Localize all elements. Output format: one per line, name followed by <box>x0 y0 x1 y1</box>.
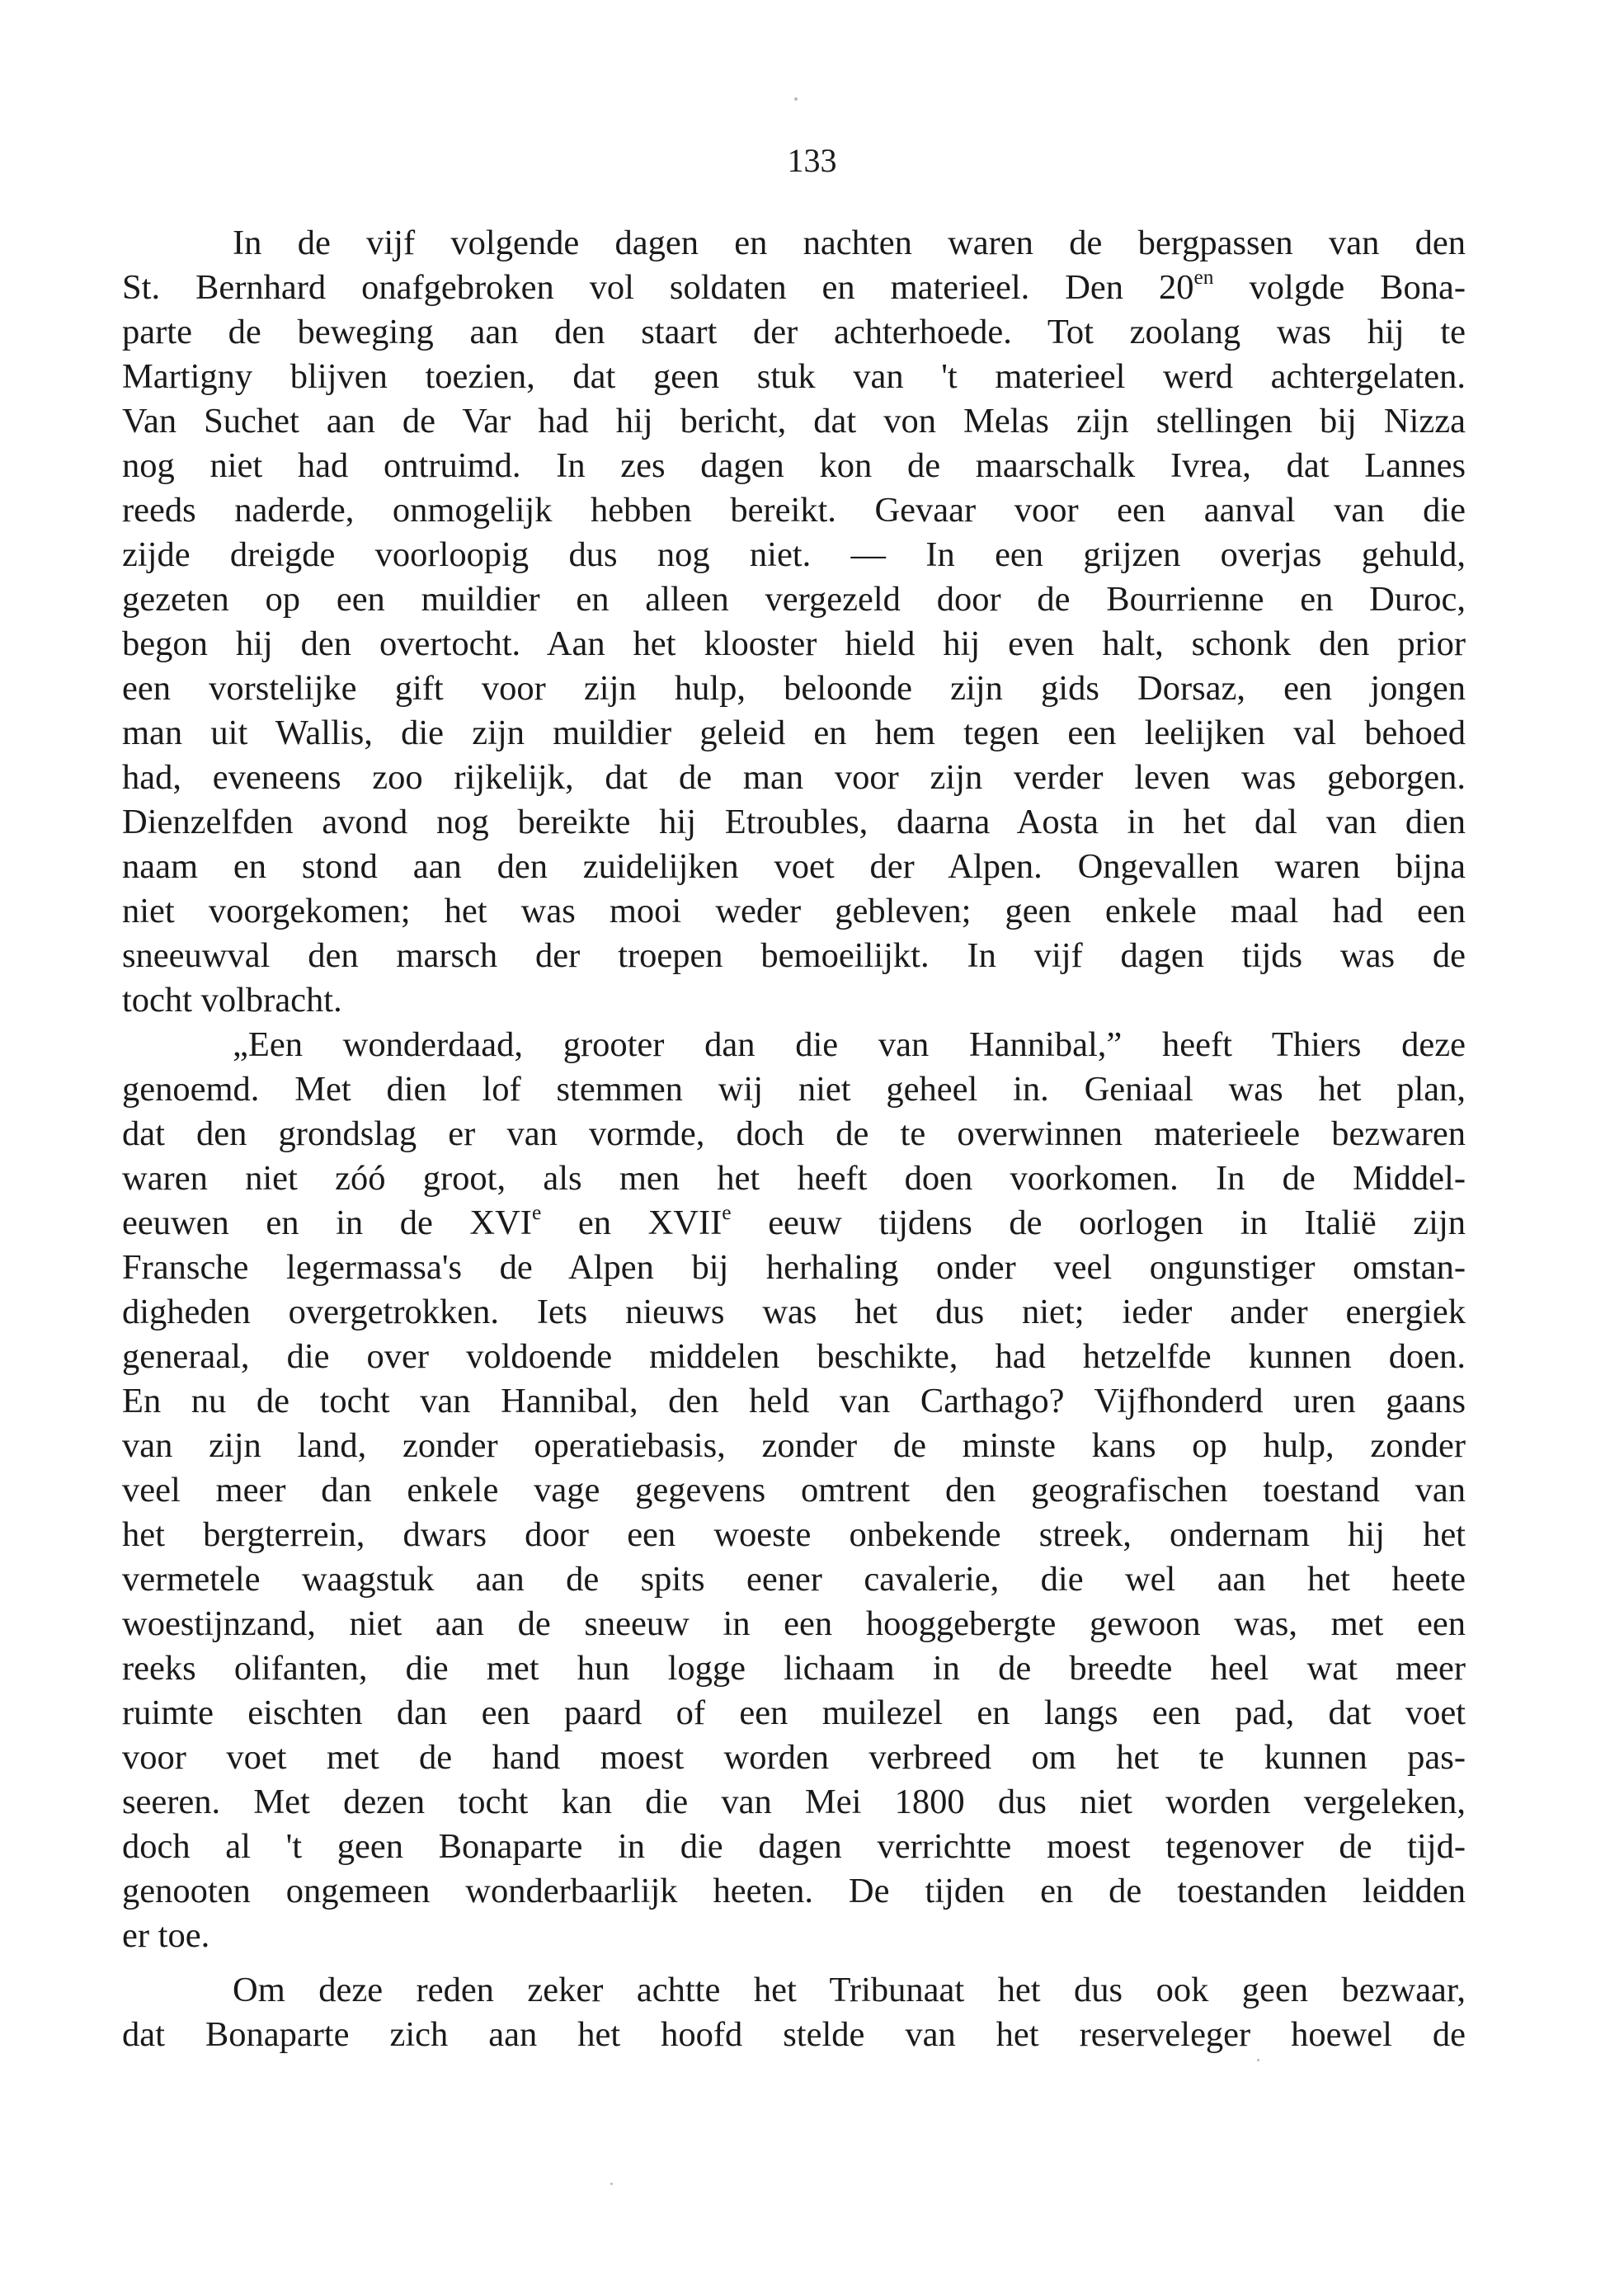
text-line: „Een wonderdaad, grooter dan die van Hannibal,” heeft Thiers deze <box>233 1025 1466 1064</box>
text-line: niet voorgekomen; het was mooi weder gebleven; geen enkele maal had een <box>122 892 1466 930</box>
text-line: tocht volbracht. <box>122 981 342 1020</box>
paragraph-3 <box>122 1968 1466 2057</box>
text-line: reeds naderde, onmogelijk hebben bereikt. Gevaar voor een aanval van die <box>122 491 1466 530</box>
superscript: e <box>722 1201 732 1225</box>
superscript: e <box>531 1201 542 1225</box>
text-line: sneeuwval den marsch der troepen bemoeilijkt. In vijf dagen tijds was de <box>122 936 1466 975</box>
text-line: Dienzelfden avond nog bereikte hij Etroubles, daarna Aosta in het dal van dien <box>122 803 1466 841</box>
text-fragment: volgde Bona- <box>1213 268 1466 307</box>
text-line: veel meer dan enkele vage gegevens omtrent den geografischen toestand van <box>122 1471 1466 1510</box>
text-line: ruimte eischten dan een paard of een muilezel en langs een pad, dat voet <box>122 1693 1466 1732</box>
body-text <box>122 221 1466 2057</box>
paragraph-1 <box>122 221 1466 1023</box>
text-line: een vorstelijke gift voor zijn hulp, beloonde zijn gids Dorsaz, een jongen <box>122 669 1466 708</box>
text-line: woestijnzand, niet aan de sneeuw in een hooggebergte gewoon was, met een <box>122 1604 1466 1643</box>
text-line: waren niet zóó groot, als men het heeft doen voorkomen. In de Middel- <box>122 1159 1466 1198</box>
text-line: naam en stond aan den zuidelijken voet der Alpen. Ongevallen waren bijna <box>122 847 1466 886</box>
text-line: zijde dreigde voorloopig dus nog niet. — In een grijzen overjas gehuld, <box>122 535 1466 574</box>
text-line: genooten ongemeen wonderbaarlijk heeten. De tijden en de toestanden leidden <box>122 1872 1466 1910</box>
text-line: digheden overgetrokken. Iets nieuws was het dus niet; ieder ander energiek <box>122 1293 1466 1331</box>
text-line: er toe. <box>122 1916 210 1955</box>
text-fragment: eeuwen en in de XVI <box>122 1203 532 1242</box>
text-line: gezeten op een muildier en alleen vergezeld door de Bourrienne en Duroc, <box>122 580 1466 619</box>
text-line: begon hij den overtocht. Aan het klooster hield hij even halt, schonk den prior <box>122 624 1466 663</box>
text-line: In de vijf volgende dagen en nachten waren de bergpassen van den <box>233 224 1466 262</box>
superscript: en <box>1193 266 1214 290</box>
scan-speck <box>794 97 798 101</box>
text-line: En nu de tocht van Hannibal, den held van Carthago? Vijfhonderd uren gaans <box>122 1382 1466 1420</box>
text-line: Fransche legermassa's de Alpen bij herhaling onder veel ongunstiger omstan- <box>122 1248 1466 1287</box>
paragraph-2 <box>122 1023 1466 1958</box>
text-line-with-superscript <box>122 266 1466 310</box>
text-line: genoemd. Met dien lof stemmen wij niet geheel in. Geniaal was het plan, <box>122 1070 1466 1109</box>
text-line: Martigny blijven toezien, dat geen stuk van 't materieel werd achtergelaten. <box>122 357 1466 396</box>
text-line: het bergterrein, dwars door een woeste onbekende streek, ondernam hij het <box>122 1515 1466 1554</box>
text-line: voor voet met de hand moest worden verbreed om het te kunnen pas- <box>122 1738 1466 1777</box>
text-line: dat den grondslag er van vormde, doch de te overwinnen materieele bezwaren <box>122 1114 1466 1153</box>
text-fragment: St. Bernhard onafgebroken vol soldaten en materieel. Den 20 <box>122 268 1194 307</box>
text-line: seeren. Met dezen tocht kan die van Mei 1800 dus niet worden vergeleken, <box>122 1783 1466 1821</box>
text-line: nog niet had ontruimd. In zes dagen kon de maarschalk Ivrea, dat Lannes <box>122 446 1466 485</box>
text-line: dat Bonaparte zich aan het hoofd stelde van het reserveleger hoewel de <box>122 2015 1466 2054</box>
text-line: Van Suchet aan de Var had hij bericht, dat von Melas zijn stellingen bij Nizza <box>122 402 1466 440</box>
scan-speck <box>1257 2059 1259 2061</box>
scan-speck <box>610 2183 613 2185</box>
text-line-with-superscript <box>122 1201 1466 1246</box>
page-number: 133 <box>787 142 837 179</box>
text-fragment: eeuw tijdens de oorlogen in Italië zijn <box>731 1203 1466 1242</box>
text-line: doch al 't geen Bonaparte in die dagen verrichtte moest tegenover de tijd- <box>122 1827 1466 1866</box>
text-line: vermetele waagstuk aan de spits eener cavalerie, die wel aan het heete <box>122 1560 1466 1599</box>
text-line: man uit Wallis, die zijn muildier geleid en hem tegen een leelijken val behoed <box>122 714 1466 752</box>
text-line: van zijn land, zonder operatiebasis, zonder de minste kans op hulp, zonder <box>122 1426 1466 1465</box>
text-fragment: en XVII <box>541 1203 723 1242</box>
text-line: parte de beweging aan den staart der achterhoede. Tot zoolang was hij te <box>122 313 1466 351</box>
text-line: Om deze reden zeker achtte het Tribunaat het dus ook geen bezwaar, <box>233 1971 1466 2009</box>
text-line: had, eveneens zoo rijkelijk, dat de man voor zijn verder leven was geborgen. <box>122 758 1466 797</box>
text-line: generaal, die over voldoende middelen beschikte, had hetzelfde kunnen doen. <box>122 1337 1466 1376</box>
text-line: reeks olifanten, die met hun logge lichaam in de breedte heel wat meer <box>122 1649 1466 1688</box>
